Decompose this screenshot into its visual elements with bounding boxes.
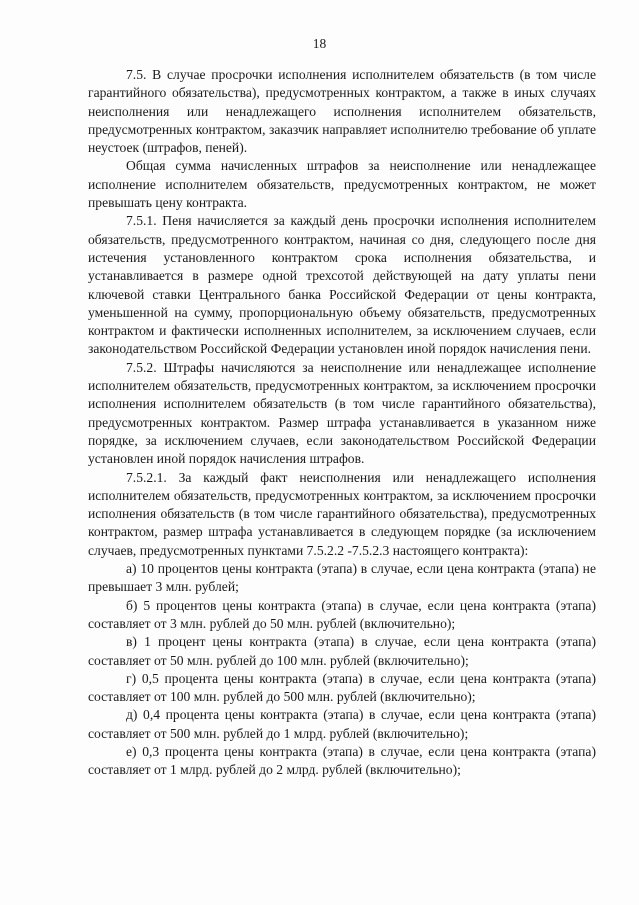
list-item-g: г) 0,5 процента цены контракта (этапа) в случае, если цена контракта (этапа) составляет от 100 млн. рублей до 500 млн. рублей (включительно);: [88, 670, 596, 705]
paragraph-7-5-1: 7.5.1. Пеня начисляется за каждый день просрочки исполнения исполнителем обязательств, предусмотренного контрактом, начиная со дня, следующего после дня истечения установленного контрактом срока исполнения обязательства, и устанавливается в размере одной трехсотой действующей на дату уплаты пени ключевой ставки Центрального банка Российской Федерации от цены контракта, уменьшенной на сумму, пропорциональную объему обязательств, предусмотренных контрактом и фактически исполненных исполнителем, за исключением случаев, если законодательством Российской Федерации установлен иной порядок начисления пени.: [88, 213, 596, 357]
list-item-v: в) 1 процент цены контракта (этапа) в случае, если цена контракта (этапа) составляет от 50 млн. рублей до 100 млн. рублей (включительно);: [88, 634, 596, 668]
list-item-e: е) 0,3 процента цены контракта (этапа) в случае, если цена контракта (этапа) составляет от 1 млрд. рублей до 2 млрд. рублей (включительно);: [88, 743, 596, 778]
document-body: [88, 66, 596, 780]
paragraph-7-5: 7.5. В случае просрочки исполнения исполнителем обязательств (в том числе гарантийного обязательства), предусмотренных контрактом, а также в иных случаях неисполнения или ненадлежащего исполнения исполнителем обязательств, предусмотренных контрактом, заказчик направляет исполнителю требование об уплате неустоек (штрафов, пеней).: [88, 67, 596, 156]
paragraph-7-5-2-1: 7.5.2.1. За каждый факт неисполнения или ненадлежащего исполнения исполнителем обязательств, предусмотренных контрактом, за исключением просрочки исполнения обязательств (в том числе гарантийного обязательства), предусмотренных контрактом, размер штрафа устанавливается в следующем порядке (за исключением случаев, предусмотренных пунктами 7.5.2.2 -7.5.2.3 настоящего контракта):: [88, 469, 596, 558]
paragraph-7-5-2: 7.5.2. Штрафы начисляются за неисполнение или ненадлежащее исполнение исполнителем обязательств, предусмотренных контрактом, за исключением просрочки исполнения исполнителем обязательств (в том числе гарантийного обязательства), предусмотренных контрактом. Размер штрафа устанавливается в указанном ниже порядке, за исключением случаев, если законодательством Российской Федерации установлен иной порядок начисления штрафов.: [88, 359, 596, 467]
paragraph-total-fines: Общая сумма начисленных штрафов за неисполнение или ненадлежащее исполнение исполнителем обязательств, предусмотренных контрактом, не может превышать цену контракта.: [88, 158, 596, 211]
list-item-a: а) 10 процентов цены контракта (этапа) в случае, если цена контракта (этапа) не превышает 3 млн. рублей;: [88, 561, 596, 595]
list-item-b: б) 5 процентов цены контракта (этапа) в случае, если цена контракта (этапа) составляет от 3 млн. рублей до 50 млн. рублей (включительно);: [88, 597, 596, 631]
list-item-d: д) 0,4 процента цены контракта (этапа) в случае, если цена контракта (этапа) составляет от 500 млн. рублей до 1 млрд. рублей (включительно);: [88, 707, 596, 741]
page-number: 18: [312, 36, 327, 51]
